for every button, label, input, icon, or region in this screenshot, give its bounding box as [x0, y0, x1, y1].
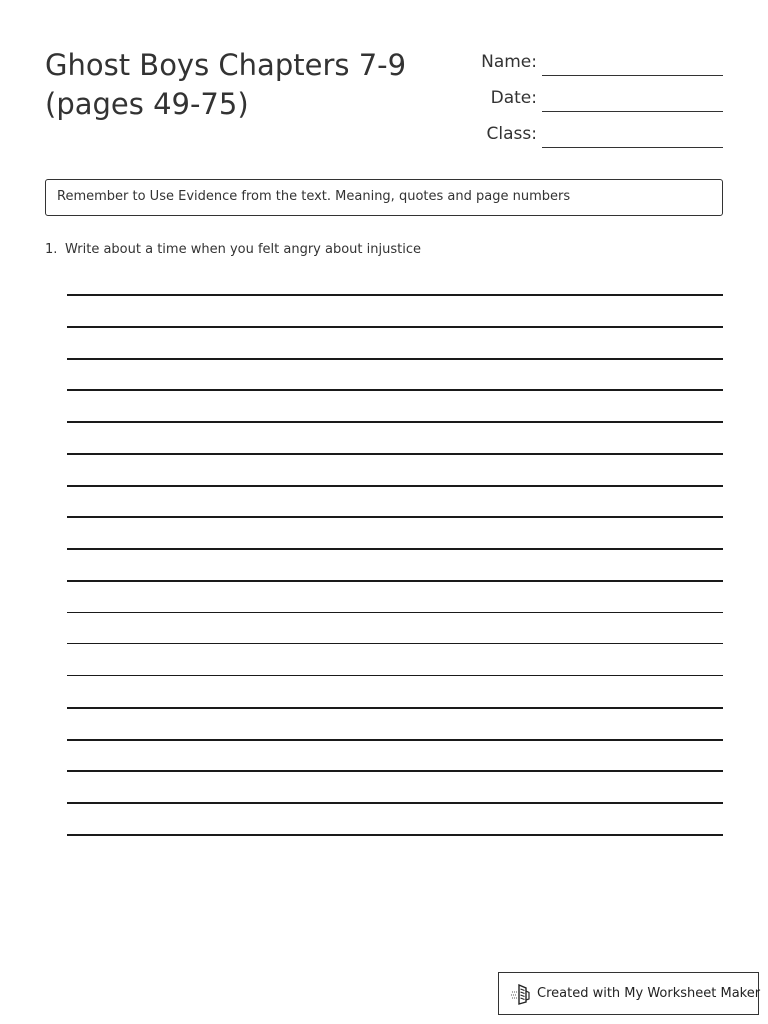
answer-line	[67, 485, 723, 487]
answer-line	[67, 770, 723, 772]
date-line	[542, 111, 723, 112]
worksheet-maker-logo-icon	[510, 983, 532, 1005]
name-label: Name:	[481, 52, 537, 72]
date-label: Date:	[490, 88, 537, 108]
answer-line	[67, 739, 723, 741]
footer-badge-text: Created with My Worksheet Maker	[537, 986, 761, 1001]
class-row	[440, 118, 723, 148]
answer-line	[67, 802, 723, 804]
answer-line	[67, 548, 723, 550]
answer-line	[67, 643, 723, 644]
answer-line	[67, 580, 723, 582]
answer-line	[67, 675, 723, 676]
answer-line	[67, 612, 723, 613]
answer-line	[67, 453, 723, 455]
name-line	[542, 75, 723, 76]
answer-line	[67, 326, 723, 328]
worksheet-title-line-1: Ghost Boys Chapters 7-9	[45, 48, 407, 82]
answer-line	[67, 834, 723, 836]
date-row	[440, 82, 723, 112]
answer-line	[67, 707, 723, 709]
answer-line	[67, 516, 723, 518]
worksheet-title-line-2: (pages 49-75)	[45, 87, 249, 121]
name-row	[440, 46, 723, 76]
instructions-box	[45, 179, 723, 216]
instructions-text: Remember to Use Evidence from the text. Meaning, quotes and page numbers	[57, 189, 571, 204]
question-1	[45, 242, 421, 257]
answer-line	[67, 421, 723, 423]
question-text: Write about a time when you felt angry about injustice	[65, 242, 421, 257]
class-line	[542, 147, 723, 148]
question-number: 1.	[45, 242, 58, 257]
worksheet-title	[45, 46, 445, 124]
class-label: Class:	[486, 124, 537, 144]
answer-line	[67, 358, 723, 360]
answer-line	[67, 294, 723, 296]
footer-badge[interactable]	[498, 972, 759, 1015]
answer-line	[67, 389, 723, 391]
